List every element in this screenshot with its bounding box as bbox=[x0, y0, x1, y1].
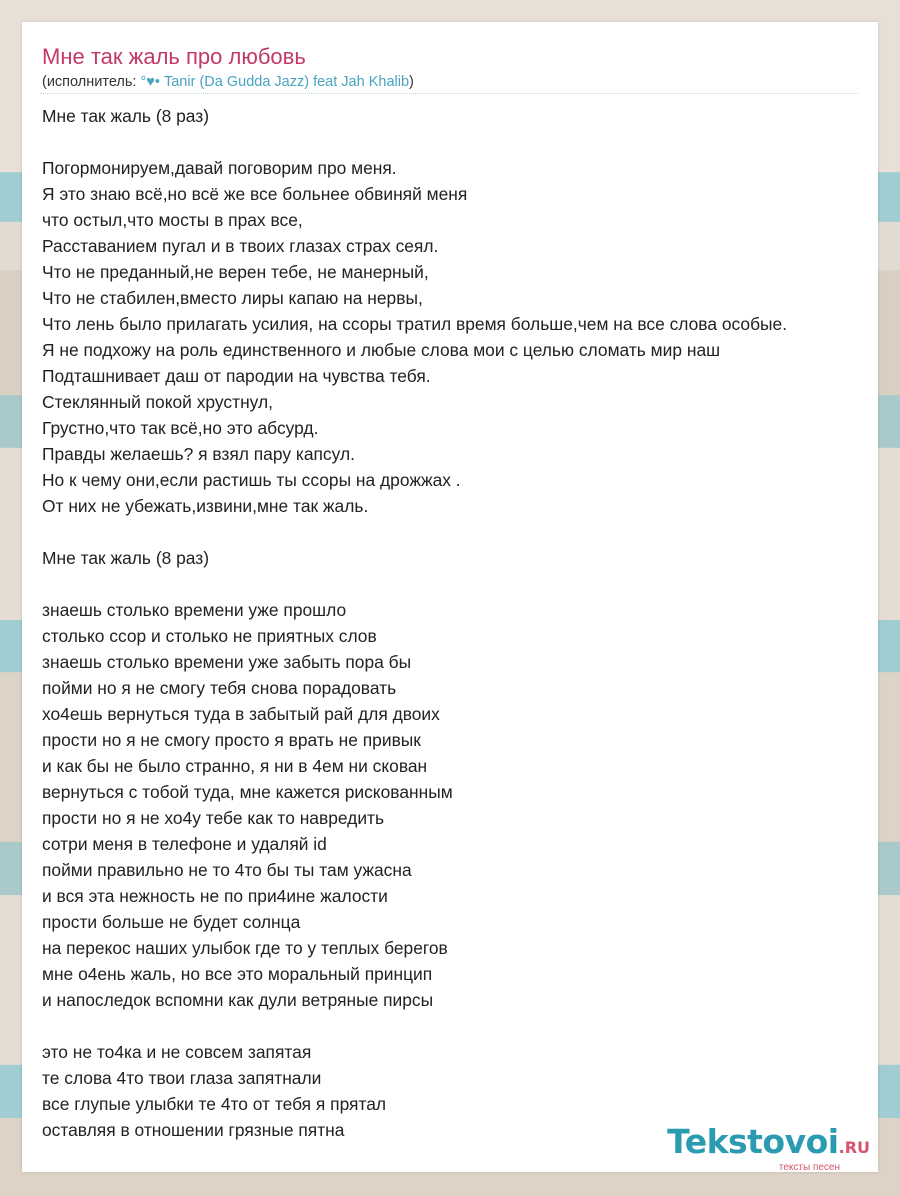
lyric-line: Мне так жаль (8 раз) bbox=[42, 548, 210, 568]
lyric-line: Я это знаю всё,но всё же все больнее обвиняй меня bbox=[42, 184, 468, 204]
lyric-line: От них не убежать,извини,мне так жаль. bbox=[42, 496, 369, 516]
lyric-line: те слова 4то твои глаза запятнали bbox=[42, 1068, 322, 1088]
title-divider bbox=[40, 93, 858, 94]
lyric-line: пойми правильно не то 4то бы ты там ужасна bbox=[42, 860, 412, 880]
lyric-line: Расставанием пугал и в твоих глазах страх сеял. bbox=[42, 236, 439, 256]
logo-tagline: тексты песен bbox=[778, 1162, 840, 1173]
lyric-line: все глупые улыбки те 4то от тебя я прятал bbox=[42, 1094, 387, 1114]
lyric-blank-line bbox=[42, 1013, 900, 1039]
artist-prefix: (исполнитель: bbox=[42, 74, 141, 90]
lyrics-text bbox=[42, 103, 900, 1143]
lyric-line: Но к чему они,если растишь ты ссоры на дрожжах . bbox=[42, 470, 461, 490]
lyric-line: Грустно,что так всё,но это абсурд. bbox=[42, 418, 319, 438]
lyric-line: Правды желаешь? я взял пару капсул. bbox=[42, 444, 355, 464]
site-logo[interactable] bbox=[667, 1122, 870, 1173]
lyric-blank-line bbox=[42, 129, 900, 155]
lyric-line: вернуться с тобой туда, мне кажется рискованным bbox=[42, 782, 453, 802]
lyric-line: прости но я не смогу просто я врать не привык bbox=[42, 730, 421, 750]
lyric-line: Что лень было прилагать усилия, на ссоры тратил время больше,чем на все слова особые. bbox=[42, 314, 788, 334]
lyric-line: и вся эта нежность не по при4ине жалости bbox=[42, 886, 388, 906]
lyric-line: Погормонируем,давай поговорим про меня. bbox=[42, 158, 397, 178]
lyric-line: прости больше не будет солнца bbox=[42, 912, 301, 932]
artist-link[interactable]: °♥• Tanir (Da Gudda Jazz) feat Jah Khalib bbox=[140, 74, 410, 90]
lyric-line: пойми но я не смогу тебя снова порадовать bbox=[42, 678, 397, 698]
lyric-line: и напоследок вспомни как дули ветряные пирсы bbox=[42, 990, 434, 1010]
lyric-line: знаешь столько времени уже прошло bbox=[42, 600, 347, 620]
lyric-blank-line bbox=[42, 519, 900, 545]
lyric-line: Что не преданный,не верен тебе, не манерный, bbox=[42, 262, 429, 282]
lyric-line: сотри меня в телефоне и удаляй id bbox=[42, 834, 327, 854]
logo-tld: .RU bbox=[838, 1138, 870, 1157]
lyric-line: Подташнивает даш от пародии на чувства тебя. bbox=[42, 366, 431, 386]
lyric-line: знаешь столько времени уже забыть пора бы bbox=[42, 652, 412, 672]
lyric-line: и как бы не было странно, я ни в 4ем ни скован bbox=[42, 756, 428, 776]
lyric-line: Мне так жаль (8 раз) bbox=[42, 106, 210, 126]
logo-wordmark bbox=[667, 1122, 870, 1165]
lyric-line: столько ссор и столько не приятных слов bbox=[42, 626, 377, 646]
lyric-line: что остыл,что мосты в прах все, bbox=[42, 210, 303, 230]
lyric-blank-line bbox=[42, 571, 900, 597]
lyric-line: оставляя в отношении грязные пятна bbox=[42, 1120, 345, 1140]
lyric-line: прости но я не хо4у тебе как то навредить bbox=[42, 808, 385, 828]
artist-line bbox=[42, 74, 414, 90]
lyric-line: Я не подхожу на роль единственного и любые слова мои с целью сломать мир наш bbox=[42, 340, 721, 360]
song-title: Мне так жаль про любовь bbox=[42, 44, 306, 69]
logo-name: Tekstovoi bbox=[667, 1122, 839, 1161]
lyric-line: мне о4ень жаль, но все это моральный принцип bbox=[42, 964, 433, 984]
artist-suffix: ) bbox=[409, 74, 414, 90]
lyric-line: это не то4ка и не совсем запятая bbox=[42, 1042, 312, 1062]
lyric-line: Что не стабилен,вместо лиры капаю на нервы, bbox=[42, 288, 423, 308]
lyrics-page bbox=[22, 22, 878, 1172]
lyric-line: хо4ешь вернуться туда в забытый рай для двоих bbox=[42, 704, 440, 724]
lyric-line: на перекос наших улыбок где то у теплых берегов bbox=[42, 938, 448, 958]
lyric-line: Стеклянный покой хрустнул, bbox=[42, 392, 273, 412]
